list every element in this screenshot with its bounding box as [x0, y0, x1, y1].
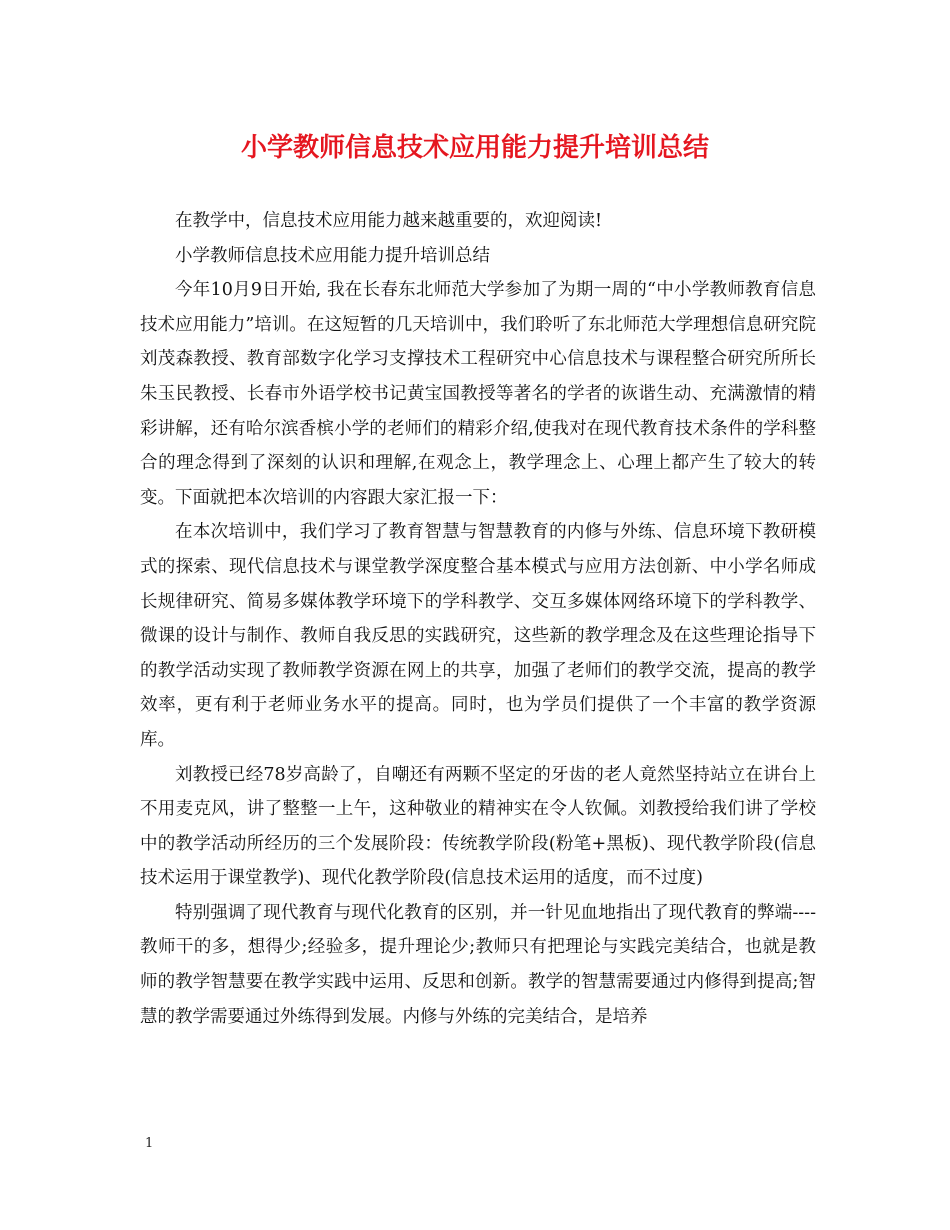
intro-paragraph: 在教学中，信息技术应用能力越来越重要的，欢迎阅读! — [175, 211, 603, 231]
body-paragraph: 刘教授已经78岁高龄了，自嘲还有两颗不坚定的牙齿的老人竟然坚持站立在讲台上不用麦克风，讲了整整一上午，这种敬业的精神实在令人钦佩。刘教授给我们讲了学校中的教学活动所经历的三个发展阶段：传统教学阶段(粉笔+黑板)、现代教学阶段(信息技术运用于课堂教学)、现代化教学阶段(信息技术运用的适度，而不过度) — [140, 764, 816, 889]
body-paragraph: 特别强调了现代教育与现代化教育的区别，并一针见血地指出了现代教育的弊端----教师干的多，想得少;经验多，提升理论少;教师只有把理论与实践完美结合，也就是教师的教学智慧要在教学实践中运用、反思和创新。教学的智慧需要通过内修得到提高;智慧的教学需要通过外练得到发展。内修与外练的完美结合，是培养 — [140, 902, 816, 1027]
page-number: 1 — [145, 1136, 154, 1151]
body-paragraph: 在本次培训中，我们学习了教育智慧与智慧教育的内修与外练、信息环境下教研模式的探索、现代信息技术与课堂教学深度整合基本模式与应用方法创新、中小学名师成长规律研究、简易多媒体教学环境下的学科教学、交互多媒体网络环境下的学科教学、微课的设计与制作、教师自我反思的实践研究，这些新的教学理念及在这些理论指导下的教学活动实现了教师教学资源在网上的共享，加强了老师们的教学交流，提高的教学效率，更有利于老师业务水平的提高。同时，也为学员们提供了一个丰富的教学资源库。 — [140, 522, 816, 750]
document-title: 小学教师信息技术应用能力提升培训总结 — [240, 133, 709, 163]
subtitle-paragraph: 小学教师信息技术应用能力提升培训总结 — [175, 245, 490, 266]
document-body — [140, 204, 816, 1034]
body-paragraph: 今年10月9日开始, 我在长春东北师范大学参加了为期一周的“中小学教师教育信息技术应用能力”培训。在这短暂的几天培训中，我们聆听了东北师范大学理想信息研究院刘茂森教授、教育部数字化学习支撑技术工程研究中心信息技术与课程整合研究所所长朱玉民教授、长春市外语学校书记黄宝国教授等著名的学者的诙谐生动、充满激情的精彩讲解，还有哈尔滨香槟小学的老师们的精彩介绍,使我对在现代教育技术条件的学科整合的理念得到了深刻的认识和理解,在观念上，教学理念上、心理上都产生了较大的转变。下面就把本次培训的内容跟大家汇报一下： — [140, 280, 816, 508]
